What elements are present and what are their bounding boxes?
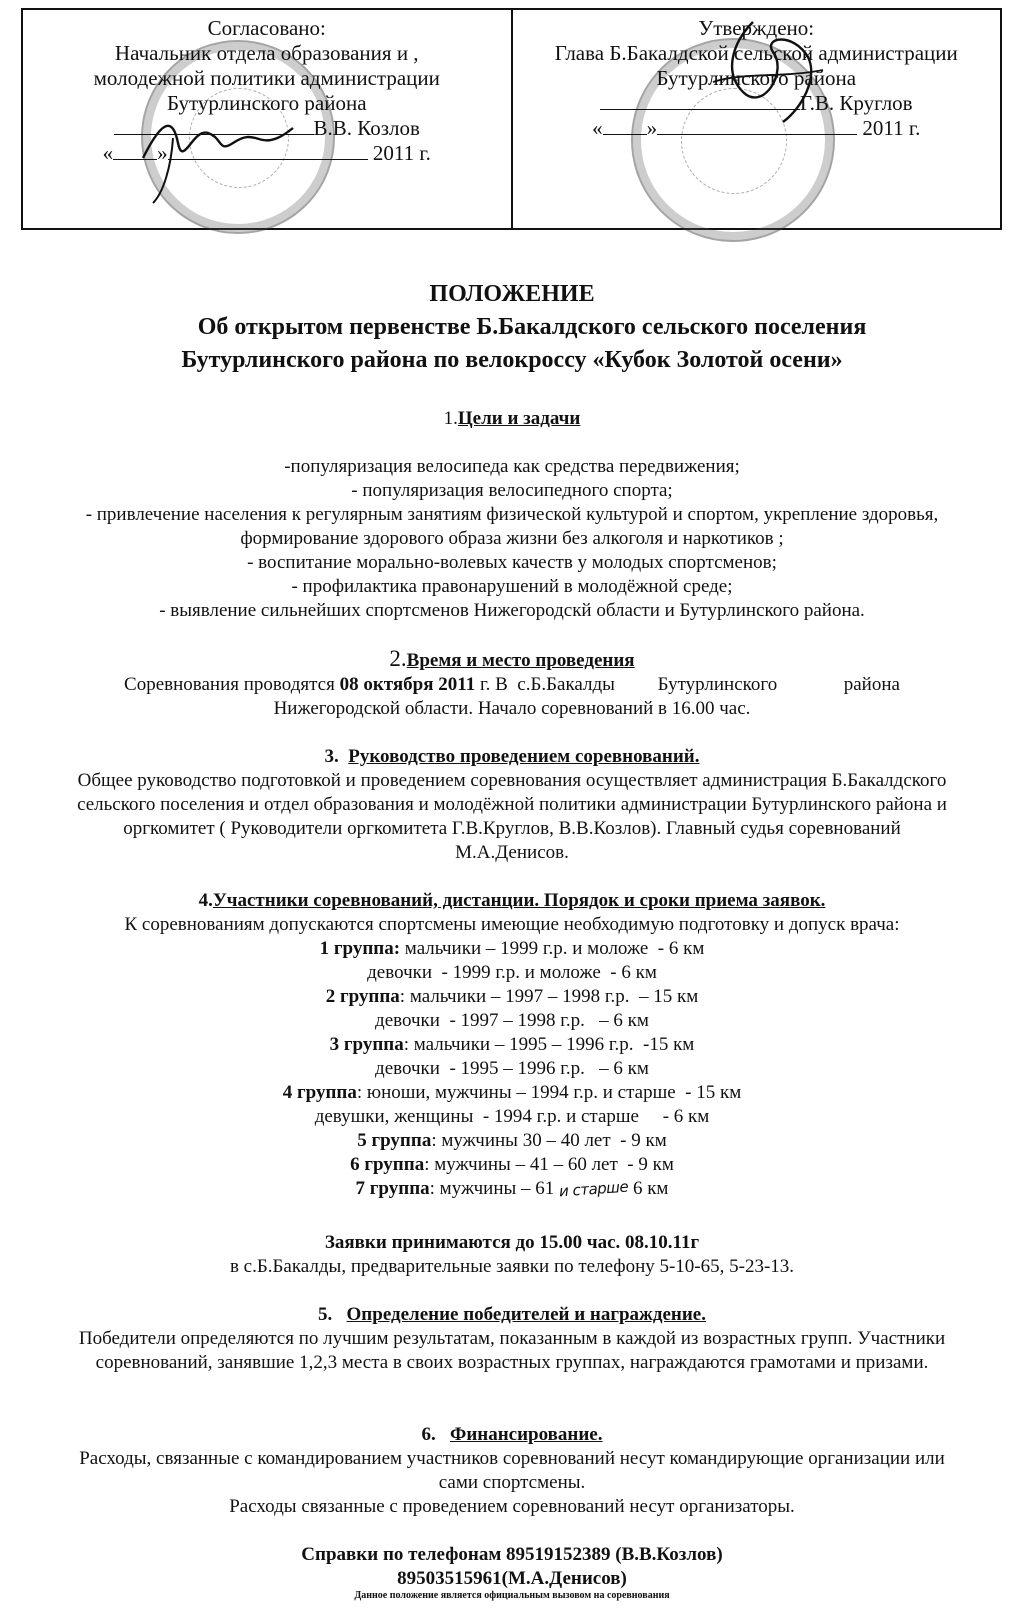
- approval-left-heading: Согласовано:: [207, 16, 326, 40]
- group-label: 6 группа: [350, 1154, 425, 1175]
- document-title: ПОЛОЖЕНИЕ: [429, 281, 595, 307]
- document-subtitle-line2: Бутурлинского района по велокроссу «Кубок Золотой осени»: [181, 347, 843, 373]
- approval-left-year: 2011 г.: [372, 141, 431, 165]
- group-row: [20, 1057, 1004, 1081]
- group-text: мальчики – 1999 г.р. и моложе - 6 км: [400, 938, 705, 959]
- contacts-line2: 89503515961(М.А.Денисов): [397, 1568, 627, 1589]
- group-row: [20, 1033, 1004, 1057]
- date-quote-close: »: [646, 116, 658, 140]
- section1-item: формирование здорового образа жизни без алкоголя и наркотиков ;: [240, 528, 784, 549]
- date-day-blank: [603, 134, 647, 135]
- approval-right-heading: Утверждено:: [698, 16, 815, 40]
- section3-line: М.А.Денисов.: [455, 842, 569, 863]
- group-row: [20, 961, 1004, 985]
- approval-left-signer: В.В. Козлов: [313, 116, 420, 140]
- section2-title: Время и место проведения: [406, 650, 635, 671]
- section3-number: 3.: [324, 746, 349, 767]
- group-text: : юноши, мужчины – 1994 г.р. и старше - 15 км: [356, 1082, 742, 1103]
- section4-heading: [20, 889, 1004, 913]
- section1-item: - воспитание морально-волевых качеств у молодых спортсменов;: [247, 552, 777, 573]
- section3-title: Руководство проведением соревнований.: [348, 746, 700, 767]
- section6-heading: [20, 1423, 1004, 1447]
- section1-number: 1.: [443, 408, 458, 429]
- section3-heading: [20, 745, 1004, 769]
- document-subtitle-line1: Об открытом первенстве Б.Бакалдского сельского поселения: [197, 314, 867, 340]
- approval-right-year: 2011 г.: [862, 116, 921, 140]
- section2-number: 2.: [389, 646, 407, 671]
- section1-item: - профилактика правонарушений в молодёжной среде;: [291, 576, 733, 597]
- section6-line: Расходы, связанные с командированием участников соревнований несут командирующие организации или: [79, 1448, 945, 1469]
- group-label: 4 группа: [282, 1082, 357, 1103]
- approval-table: [21, 8, 1002, 230]
- section1-heading: [20, 407, 1004, 431]
- section1-item: -популяризация велосипеда как средства передвижения;: [284, 456, 740, 477]
- group-row: [20, 1105, 1004, 1129]
- date-quote-close: »: [157, 141, 168, 165]
- section3-line: сельского поселения и отдел образования и молодёжной политики администрации Бутурлинского района и: [77, 794, 947, 815]
- section1-title: Цели и задачи: [457, 408, 581, 429]
- section4-intro: К соревнованиям допускаются спортсмены имеющие необходимую подготовку и допуск врача:: [124, 914, 900, 935]
- applications-deadline: Заявки принимаются до 15.00 час. 08.10.11г: [324, 1232, 700, 1253]
- group-row: [20, 1081, 1004, 1105]
- approval-right-position-line2: Бутурлинского района: [656, 66, 857, 90]
- group-text: : мужчины 30 – 40 лет - 9 км: [431, 1130, 667, 1151]
- section2-date: 08 октября 2011: [339, 674, 476, 695]
- approval-left-position-line3: Бутурлинского района: [166, 91, 367, 115]
- group-row: [20, 1177, 1004, 1201]
- group-row: [20, 937, 1004, 961]
- approval-left-position-line2: молодежной политики администрации: [93, 66, 440, 90]
- group-text: девочки - 1997 – 1998 г.р. – 6 км: [375, 1010, 649, 1031]
- applications-info: в с.Б.Бакалды, предварительные заявки по телефону 5-10-65, 5-23-13.: [229, 1256, 795, 1277]
- group-label: 7 группа: [355, 1178, 430, 1199]
- group-text: : мужчины – 61: [429, 1178, 560, 1199]
- approval-right-cell: [511, 10, 1001, 228]
- handwritten-note: и старше: [558, 1177, 629, 1201]
- handwritten-signature-left: [133, 98, 303, 208]
- section5-title: Определение победителей и награждение.: [346, 1304, 706, 1325]
- section6-number: 6.: [421, 1424, 450, 1445]
- section2-heading: [20, 647, 1004, 673]
- section4-number: 4.: [198, 890, 213, 911]
- group-text: 6 км: [628, 1178, 669, 1199]
- section2-line1: [20, 673, 1004, 697]
- group-text: : мальчики – 1997 – 1998 г.р. – 15 км: [399, 986, 699, 1007]
- section4-title: Участники соревнований, дистанции. Порядок и сроки приема заявок.: [212, 890, 826, 911]
- approval-left-cell: [23, 10, 511, 228]
- group-row: [20, 1129, 1004, 1153]
- group-label: 2 группа: [325, 986, 400, 1007]
- date-quote-open: «: [592, 116, 603, 140]
- section3-line: Общее руководство подготовкой и проведением соревнования осуществляет администрация Б.Бакалдского: [77, 770, 947, 791]
- group-label: 3 группа: [329, 1034, 404, 1055]
- section5-line: Победители определяются по лучшим результатам, показанным в каждой из возрастных групп. Участники: [78, 1328, 946, 1349]
- section6-title: Финансирование.: [450, 1424, 603, 1445]
- group-text: девочки - 1995 – 1996 г.р. – 6 км: [375, 1058, 649, 1079]
- group-label: 5 группа: [357, 1130, 432, 1151]
- group-row: [20, 985, 1004, 1009]
- date-quote-open: «: [102, 141, 114, 165]
- date-month-blank: [657, 134, 857, 135]
- approval-right-position-line1: Глава Б.Бакалдской сельской администрации: [554, 41, 958, 65]
- section6-line: сами спортсмены.: [438, 1472, 586, 1493]
- section2-text: Соревнования проводятся: [124, 674, 340, 695]
- section1-item: - выявление сильнейших спортсменов Нижегородскй области и Бутурлинского района.: [159, 600, 865, 621]
- approval-left-position-line1: Начальник отдела образования и ,: [114, 41, 419, 65]
- group-row: [20, 1153, 1004, 1177]
- approval-right-signer: Г.В. Круглов: [799, 91, 913, 115]
- group-text: девочки - 1999 г.р. и моложе - 6 км: [367, 962, 657, 983]
- group-label: 1 группа:: [319, 938, 401, 959]
- section3-line: оргкомитет ( Руководители оргкомитета Г.В.Круглов, В.В.Козлов). Главный судья соревнований: [123, 818, 901, 839]
- section1-item: - привлечение населения к регулярным занятиям физической культурой и спортом, укрепление здоровья,: [85, 504, 939, 525]
- footnote: Данное положение является официальным вызовом на соревнования: [354, 1590, 670, 1601]
- handwritten-signature-right: [693, 12, 833, 132]
- section5-heading: [20, 1303, 1004, 1327]
- section5-number: 5.: [318, 1304, 347, 1325]
- section5-line: соревнований, занявшие 1,2,3 места в своих возрастных группах, награждаются грамотами и призами.: [95, 1352, 929, 1373]
- section2-text: г. В с.Б.Бакалды Бутурлинского района: [475, 674, 900, 695]
- document-body: [20, 278, 1004, 1591]
- section1-item: - популяризация велосипедного спорта;: [351, 480, 673, 501]
- group-row: [20, 1009, 1004, 1033]
- group-text: : мужчины – 41 – 60 лет - 9 км: [424, 1154, 674, 1175]
- group-text: девушки, женщины - 1994 г.р. и старше - 6 км: [314, 1106, 710, 1127]
- group-text: : мальчики – 1995 – 1996 г.р. -15 км: [403, 1034, 695, 1055]
- contacts-line1: Справки по телефонам 89519152389 (В.В.Козлов): [301, 1544, 723, 1565]
- section6-line: Расходы связанные с проведением соревнований несут организаторы.: [229, 1496, 795, 1517]
- section2-line2: Нижегородской области. Начало соревнований в 16.00 час.: [273, 698, 751, 719]
